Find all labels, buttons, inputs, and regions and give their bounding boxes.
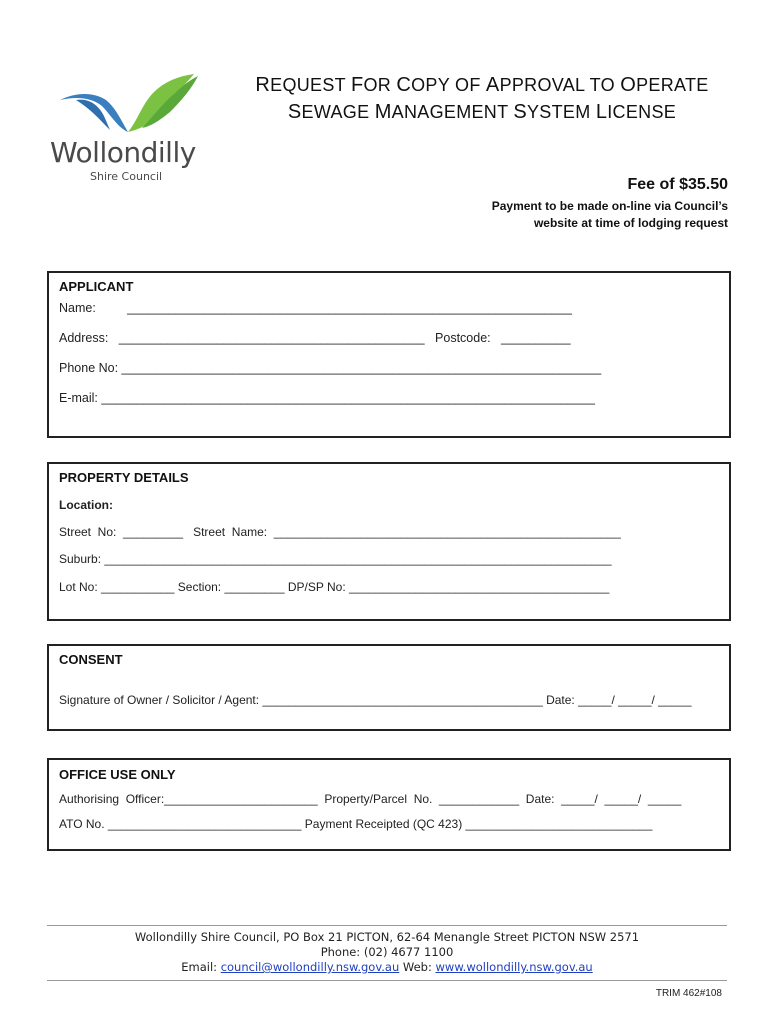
payment-note-line-1: Payment to be made on-line via Council’s — [491, 199, 728, 213]
logo-name: Wollondilly — [50, 136, 196, 169]
email-field[interactable]: E-mail: _______________________________________________________________________ — [59, 391, 595, 405]
logo-subtitle: Shire Council — [90, 170, 163, 183]
payment-note — [408, 198, 728, 232]
office-use-section — [47, 758, 731, 851]
payment-note-line-2: website at time of lodging request — [533, 216, 728, 230]
footer-web-label: Web: — [399, 960, 436, 974]
footer-divider-top — [47, 925, 727, 926]
street-field[interactable]: Street No: _________ Street Name: ____________________________________________________ — [59, 525, 621, 539]
phone-field[interactable]: Phone No: _____________________________________________________________________ — [59, 361, 602, 375]
ato-payment-field[interactable]: ATO No. _____________________________ Payment Receipted (QC 423) ____________________________ — [59, 817, 653, 831]
logo-swoosh-icon — [58, 70, 198, 140]
applicant-heading: APPLICANT — [59, 279, 134, 294]
footer-divider-bottom — [47, 980, 727, 981]
footer-web-link[interactable]: www.wollondilly.nsw.gov.au — [435, 960, 593, 974]
title-line-1: REQUEST FOR COPY OF APPROVAL TO OPERATE — [255, 74, 709, 96]
consent-section — [47, 644, 731, 731]
applicant-section — [47, 271, 731, 438]
footer — [47, 930, 727, 975]
footer-email-link[interactable]: council@wollondilly.nsw.gov.au — [220, 960, 400, 974]
form-title — [222, 72, 742, 126]
authorising-officer-field[interactable]: Authorising Officer:_______________________ Property/Parcel No. ____________ Date: _____/ _____/ _____ — [59, 792, 682, 806]
location-label: Location: — [59, 498, 113, 512]
trim-reference: TRIM 462#108 — [655, 988, 722, 999]
footer-phone: Phone: (02) 4677 1100 — [320, 945, 454, 959]
signature-date-field[interactable]: Signature of Owner / Solicitor / Agent: __________________________________________ Date: _____/ _____/ _____ — [59, 693, 692, 707]
name-field[interactable]: Name: ________________________________________________________________ — [59, 301, 572, 315]
lot-section-dp-field[interactable]: Lot No: ___________ Section: _________ DP/SP No: _______________________________________ — [59, 580, 610, 594]
property-details-section — [47, 462, 731, 621]
footer-contact — [47, 960, 727, 975]
address-field[interactable]: Address: ____________________________________________ Postcode: __________ — [59, 331, 571, 345]
footer-email-label: Email: — [181, 960, 221, 974]
footer-address: Wollondilly Shire Council, PO Box 21 PICTON, 62-64 Menangle Street PICTON NSW 2571 — [134, 930, 640, 944]
property-heading: PROPERTY DETAILS — [59, 470, 189, 485]
council-logo — [48, 70, 208, 188]
title-line-2: SEWAGE MANAGEMENT SYSTEM LICENSE — [287, 101, 677, 123]
consent-heading: CONSENT — [59, 652, 123, 667]
suburb-field[interactable]: Suburb: ____________________________________________________________________________ — [59, 552, 612, 566]
fee-amount: Fee of $35.50 — [627, 176, 728, 193]
office-use-heading: OFFICE USE ONLY — [59, 767, 176, 782]
